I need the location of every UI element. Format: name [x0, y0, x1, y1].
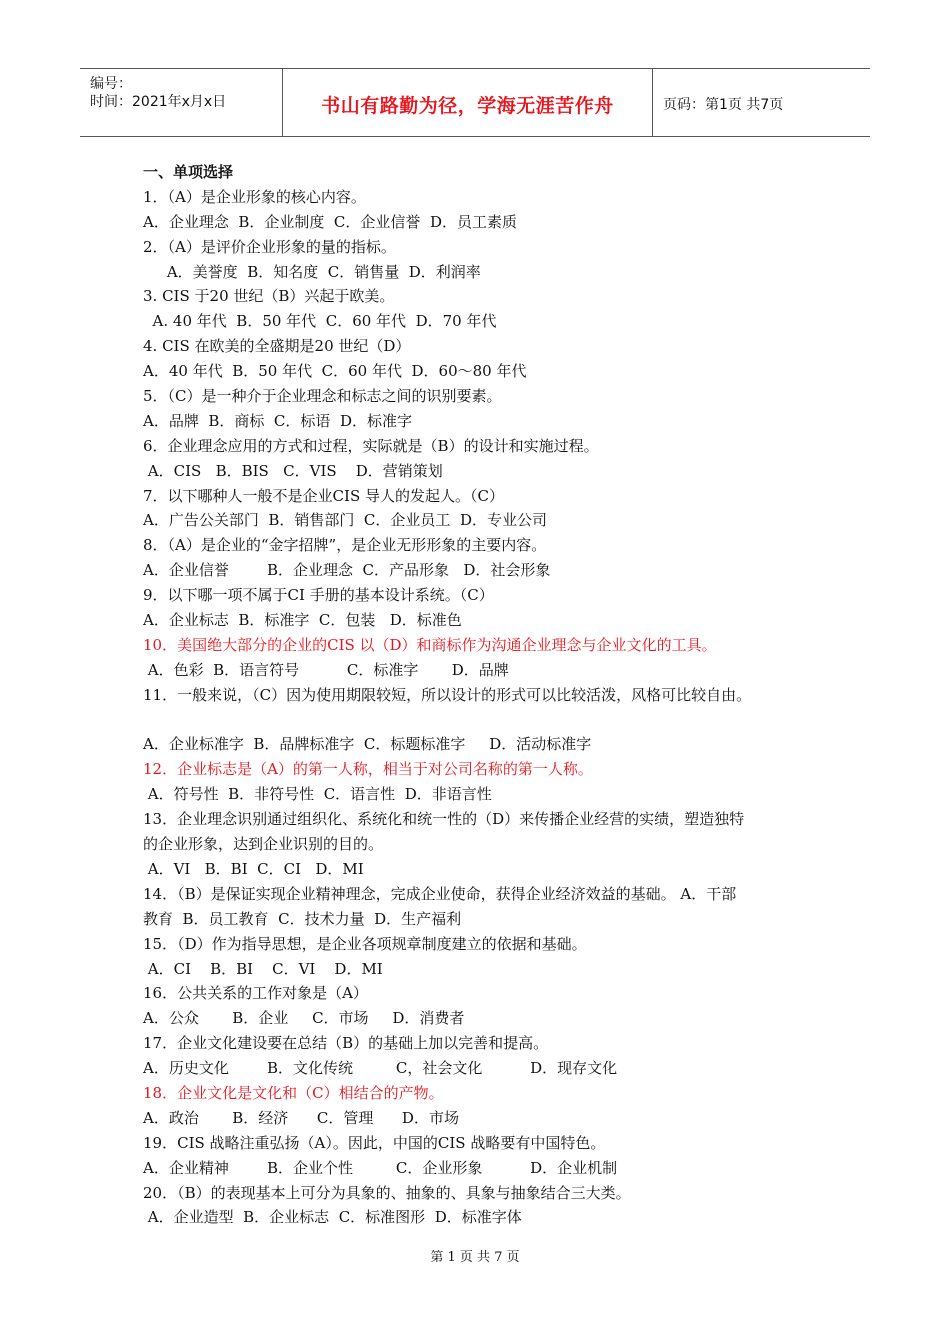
- text-line: 18．企业文化是文化和（C）相结合的产物。: [143, 1083, 444, 1102]
- text-line: 1．（A）是企业形象的核心内容。: [143, 187, 366, 206]
- text-line: A．企业信誉 B．企业理念 C．产品形象 D．社会形象: [143, 561, 551, 580]
- text-line: A. 40 年代 B．50 年代 C．60 年代 D．70 年代: [143, 312, 497, 331]
- text-line: 6．企业理念应用的方式和过程，实际就是（B）的设计和实施过程。: [143, 436, 599, 455]
- section-heading: 一、单项选择: [143, 163, 234, 181]
- text-line: A．企业精神 B．企业个性 C．企业形象 D．企业机制: [143, 1158, 618, 1177]
- blank-line: [143, 708, 833, 733]
- text-line: A．40 年代 B．50 年代 C．60 年代 D．60～80 年代: [143, 362, 527, 381]
- text-line: A．企业标志 B．标准字 C．包装 D．标准色: [143, 611, 462, 630]
- text-line: 20．（B）的表现基本上可分为具象的、抽象的、具象与抽象结合三大类。: [143, 1183, 631, 1202]
- header-info-cell: [80, 69, 283, 136]
- text-line: A．美誉度 B．知名度 C．销售量 D．利润率: [143, 262, 481, 281]
- text-line: 9．以下哪一项不属于CI 手册的基本设计系统。（C）: [143, 586, 494, 605]
- page-header: [80, 68, 870, 137]
- text-line: 19．CIS 战略注重弘扬（A）。因此，中国的CIS 战略要有中国特色。: [143, 1133, 606, 1152]
- text-line: 11．一般来说，（C）因为使用期限较短，所以设计的形式可以比较活泼，风格可比较自由。: [143, 685, 752, 704]
- document-body: [143, 160, 833, 1230]
- text-line: A．企业造型 B．企业标志 C．标准图形 D．标准字体: [143, 1208, 522, 1227]
- text-line: A．CIS B．BIS C．VIS D．营销策划: [143, 461, 443, 480]
- text-line: A．政治 B．经济 C．管理 D．市场: [143, 1108, 459, 1127]
- page-footer: 第 1 页 共 7 页: [430, 1250, 520, 1265]
- text-line: 14．（B）是保证实现企业精神理念，完成企业使命，获得企业经济效益的基础。 A．干部: [143, 884, 737, 903]
- text-line: 教育 B．员工教育 C．技术力量 D．生产福利: [143, 909, 462, 928]
- header-motto-cell: [283, 69, 653, 136]
- date-line: 时间：2021年x月x日: [90, 94, 227, 110]
- text-line: A．公众 B．企业 C．市场 D．消费者: [143, 1009, 465, 1028]
- text-line: 5．（C）是一种介于企业理念和标志之间的识别要素。: [143, 387, 502, 406]
- text-line: 13．企业理念识别通过组织化、系统化和统一性的（D）来传播企业经营的实绩，塑造独特: [143, 810, 745, 829]
- text-line: A．符号性 B．非符号性 C．语言性 D．非语言性: [143, 785, 492, 804]
- number-label: 编号：: [90, 76, 132, 92]
- text-line: A．品牌 B．商标 C．标语 D．标准字: [143, 411, 412, 430]
- text-line: 4. CIS 在欧美的全盛期是20 世纪（D）: [143, 337, 411, 356]
- header-page-info: 页码：第1页 共7页: [663, 97, 784, 113]
- text-line: A．CI B．BI C．VI D．MI: [143, 959, 383, 978]
- text-line: 8．（A）是企业的“金字招牌”，是企业无形形象的主要内容。: [143, 536, 547, 555]
- text-line: A．VI B．BI C．CI D．MI: [143, 859, 364, 878]
- text-line: A．企业标准字 B．品牌标准字 C．标题标准字 D．活动标准字: [143, 735, 592, 754]
- text-line: A．历史文化 B．文化传统 C，社会文化 D．现存文化: [143, 1059, 618, 1078]
- text-line: 的企业形象，达到企业识别的目的。: [143, 835, 384, 854]
- text-line: 3. CIS 于20 世纪（B）兴起于欧美。: [143, 287, 395, 306]
- text-line: 2．（A）是评价企业形象的量的指标。: [143, 237, 396, 256]
- text-line: A．企业理念 B．企业制度 C．企业信誉 D．员工素质: [143, 212, 517, 231]
- text-line: 10．美国绝大部分的企业的CIS 以（D）和商标作为沟通企业理念与企业文化的工具。: [143, 635, 717, 654]
- text-line: 17．企业文化建设要在总结（B）的基础上加以完善和提高。: [143, 1034, 549, 1053]
- motto: 书山有路勤为径，学海无涯苦作舟: [321, 95, 614, 117]
- header-page-cell: [653, 69, 870, 136]
- text-line: A．色彩 B．语言符号 C．标准字 D．品牌: [143, 660, 509, 679]
- text-line: 7．以下哪种人一般不是企业CIS 导人的发起人。（C）: [143, 486, 504, 505]
- text-line: 12．企业标志是（A）的第一人称，相当于对公司名称的第一人称。: [143, 760, 593, 779]
- text-line: 15．（D）作为指导思想，是企业各项规章制度建立的依据和基础。: [143, 934, 587, 953]
- text-line: A．广告公关部门 B．销售部门 C．企业员工 D．专业公司: [143, 511, 547, 530]
- text-line: 16．公共关系的工作对象是（A）: [143, 984, 368, 1003]
